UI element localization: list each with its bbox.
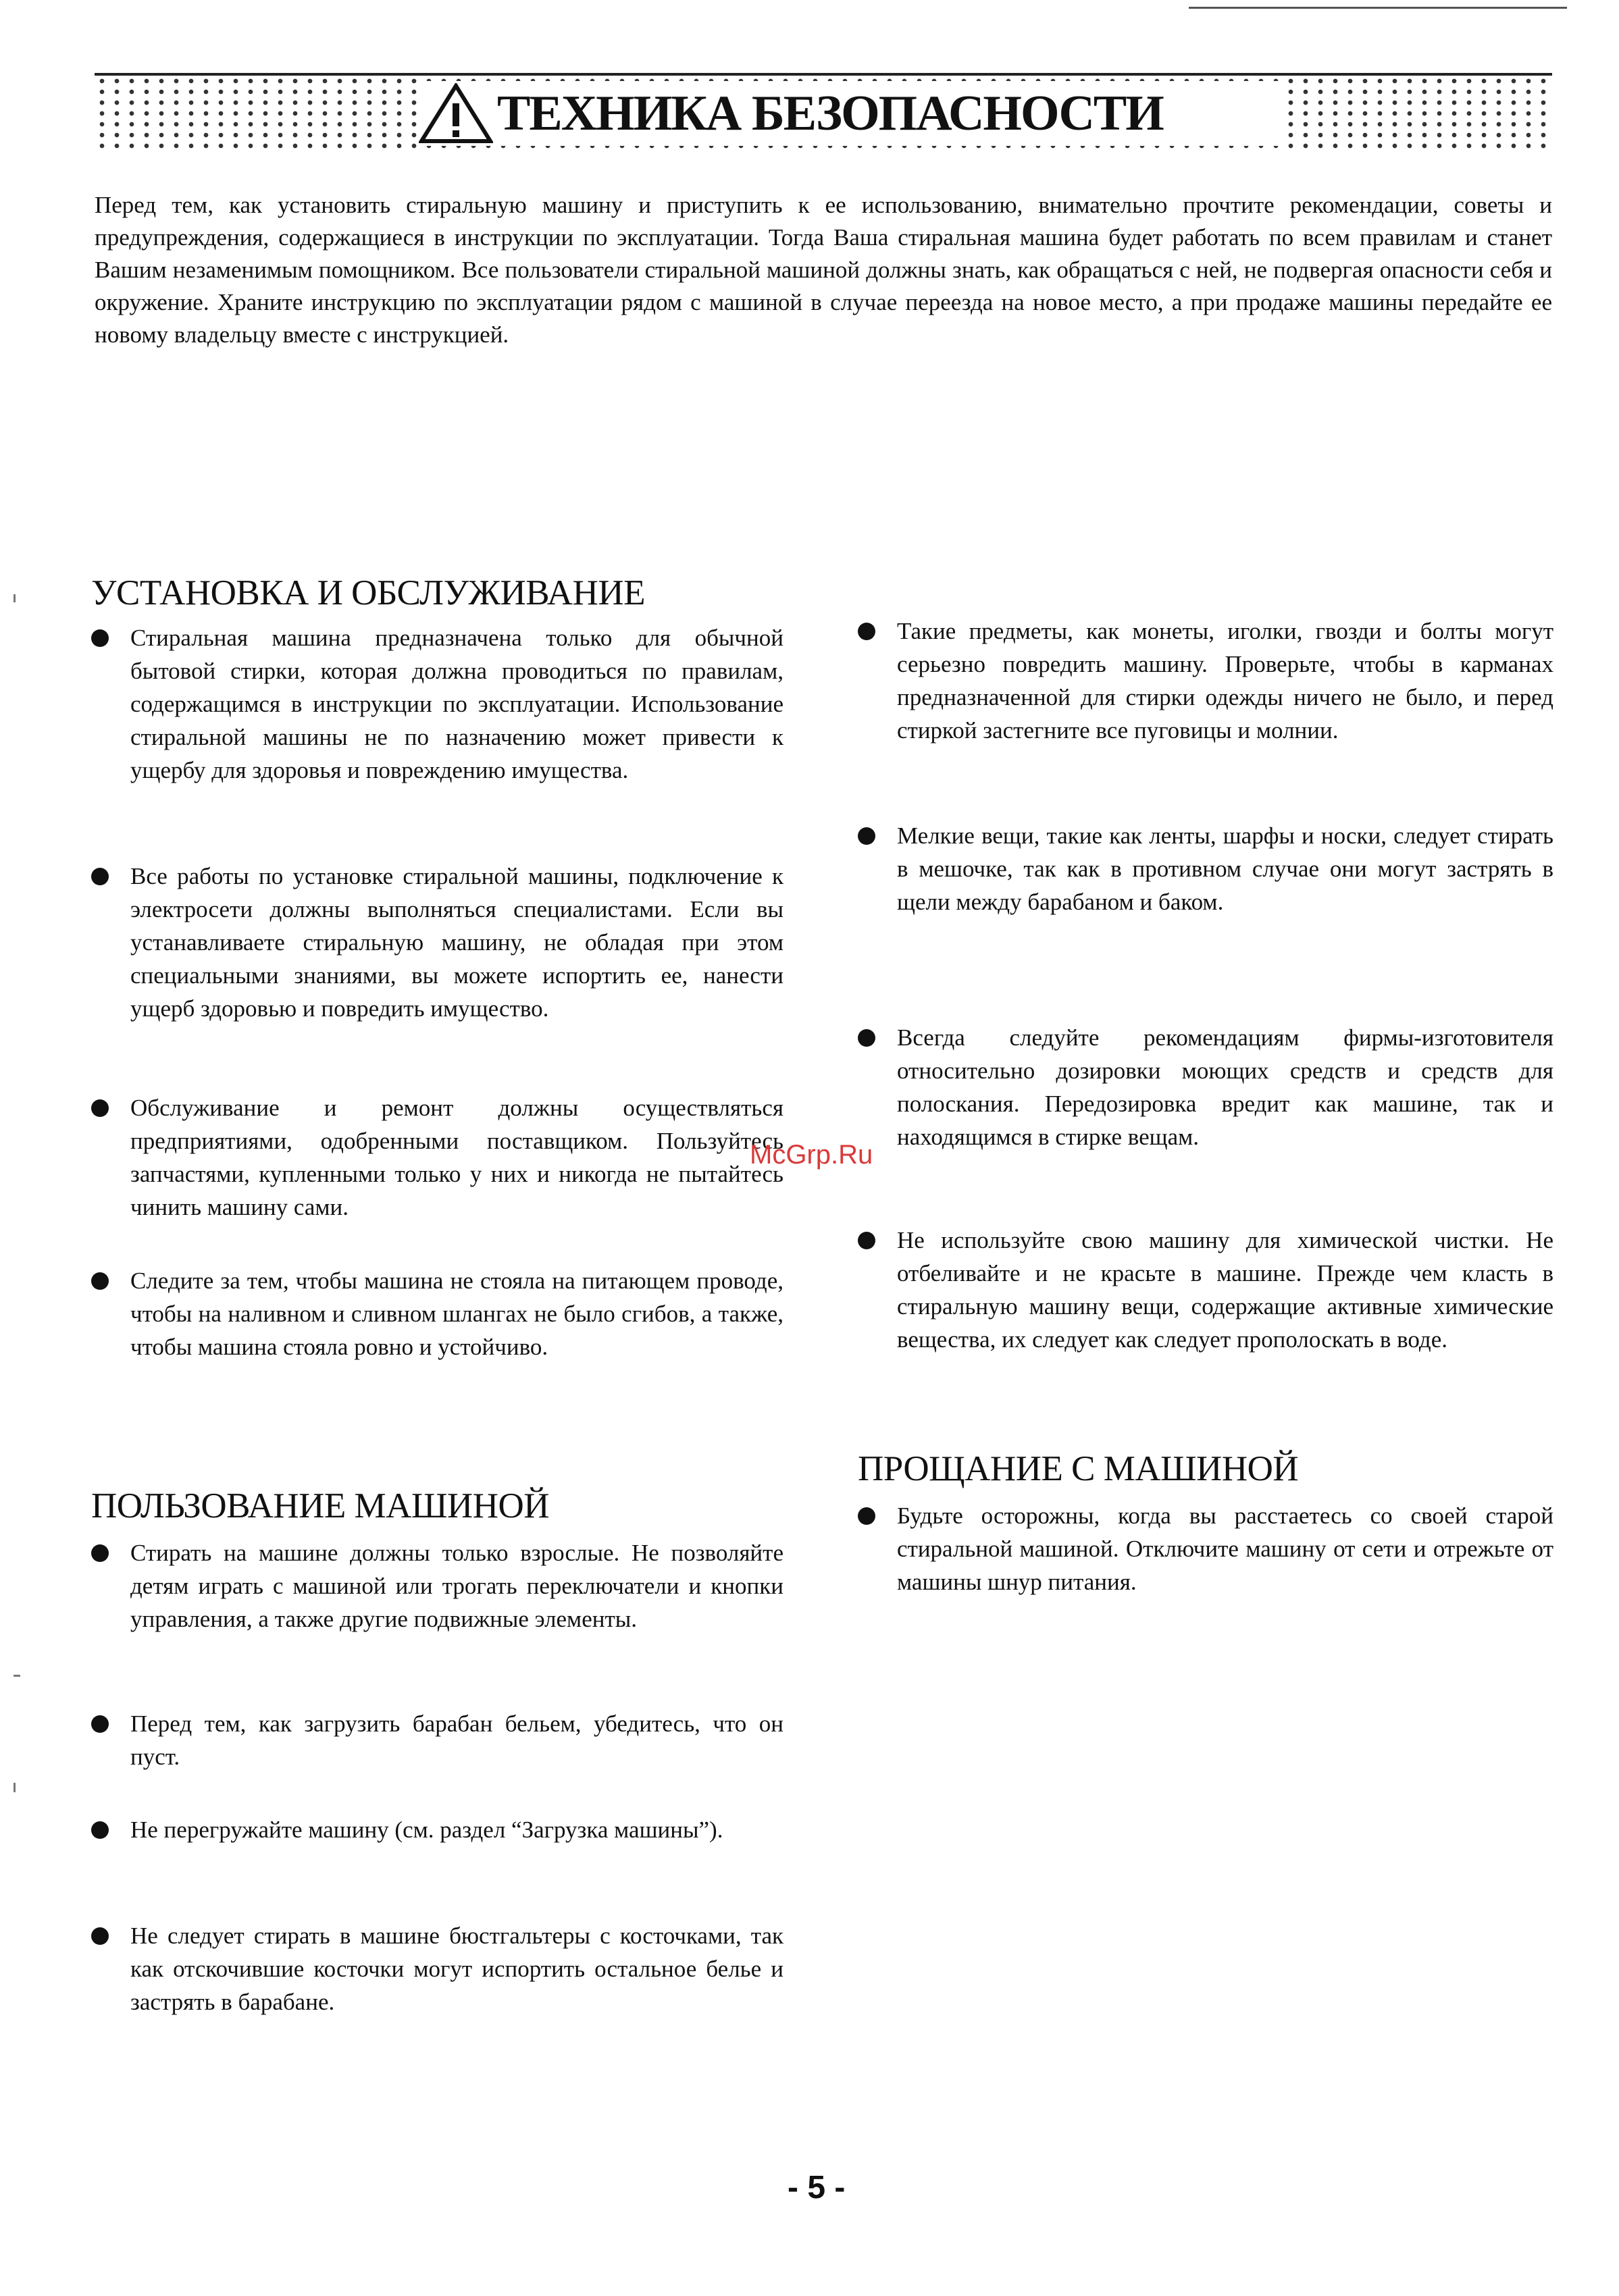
list-item: Перед тем, как загрузить барабан бельем, убедитесь, что он пуст. [91, 1707, 783, 1773]
list-item: Будьте осторожны, когда вы расстаетесь со своей старой стиральной машиной. Отключите машину от сети и отрежьте от машины шнур питания. [858, 1499, 1553, 1598]
list-item: Такие предметы, как монеты, иголки, гвозди и болты могут серьезно повредить машину. Проверьте, чтобы в карманах предназначенной для стирки одежды ничего не было, и перед стиркой застегните все пуговицы и молнии. [858, 615, 1553, 747]
list-item: Всегда следуйте рекомендациям фирмы-изготовителя относительно дозировки моющих средств и средств для полоскания. Передозировка вредит как машине, так и находящимся в стирке вещам. [858, 1021, 1553, 1153]
bullet-icon [91, 1715, 109, 1733]
usage-heading: ПОЛЬЗОВАНИЕ МАШИНОЙ [91, 1486, 550, 1525]
list-item: Мелкие вещи, такие как ленты, шарфы и носки, следует стирать в мешочке, так как в противном случае они могут застрять в щели между барабаном и баком. [858, 819, 1553, 918]
page-title: ТЕХНИКА БЕЗОПАСНОСТИ [497, 85, 1163, 141]
banner-title-box [419, 81, 1283, 146]
list-item: Следите за тем, чтобы машина не стояла на питающем проводе, чтобы на наливном и сливном шлангах не было сгибов, а также, чтобы машина стояла ровно и устойчиво. [91, 1264, 783, 1363]
list-item: Стиральная машина предназначена только для обычной бытовой стирки, которая должна проводиться по правилам, содержащимся в инструкции по эксплуатации. Использование стиральной машины не по назначению может привести к ущербу для здоровья и повреждению имущества. [91, 621, 783, 787]
bullet-icon [91, 1927, 109, 1945]
bullet-icon [858, 1507, 875, 1525]
list-item: Все работы по установке стиральной машины, подключение к электросети должны выполняться специалистами. Если вы устанавливаете стиральную машину, не обладая при этом специальными знаниями, вы можете испортить ее, нанести ущерб здоровью и повредить имущество. [91, 860, 783, 1025]
scan-margin-mark [14, 594, 16, 602]
bullet-icon [91, 629, 109, 647]
warning-triangle-icon [419, 83, 493, 144]
bullet-icon [91, 1272, 109, 1290]
bullet-icon [91, 1544, 109, 1562]
scan-top-line [1189, 7, 1567, 9]
list-item: Не используйте свою машину для химической чистки. Не отбеливайте и не красьте в машине. Прежде чем класть в стиральную машину вещи, содержащие активные химические вещества, их следует как следует прополоскать в воде. [858, 1224, 1553, 1356]
section-banner [95, 73, 1552, 151]
bullet-icon [858, 827, 875, 845]
bullet-icon [858, 1029, 875, 1047]
scan-margin-mark [14, 1783, 16, 1792]
bullet-icon [858, 623, 875, 640]
bullet-icon [858, 1232, 875, 1249]
list-item: Обслуживание и ремонт должны осуществляться предприятиями, одобренными поставщиком. Пользуйтесь запчастями, купленными только у них и никогда не пытайтесь чинить машину сами. [91, 1091, 783, 1224]
bullet-icon [91, 868, 109, 885]
bullet-icon [91, 1099, 109, 1117]
page-number: - 5 - [788, 2170, 846, 2206]
scan-margin-mark [14, 1675, 20, 1677]
list-item: Не перегружайте машину (см. раздел “Загрузка машины”). [91, 1813, 783, 1846]
watermark: McGrp.Ru [750, 1140, 873, 1170]
installation-heading: УСТАНОВКА И ОБСЛУЖИВАНИЕ [91, 573, 646, 612]
bullet-icon [91, 1821, 109, 1839]
list-item: Стирать на машине должны только взрослые. Не позволяйте детям играть с машиной или трогать переключатели и кнопки управления, а также другие подвижные элементы. [91, 1536, 783, 1636]
disposal-heading: ПРОЩАНИЕ С МАШИНОЙ [858, 1449, 1299, 1488]
intro-paragraph: Перед тем, как установить стиральную машину и приступить к ее использованию, внимательно прочтите рекомендации, советы и предупреждения, содержащиеся в инструкции по эксплуатации. Тогда Ваша стиральная машина будет работать по всем правилам и станет Вашим незаменимым помощником. Все пользователи стиральной машиной должны знать, как обращаться с ней, не подвергая опасности себя и окружение. Храните инструкцию по эксплуатации рядом с машиной в случае переезда на новое место, а при продаже машины передайте ее новому владельцу вместе с инструкцией. [95, 192, 1552, 348]
list-item: Не следует стирать в машине бюстгальтеры с косточками, так как отскочившие косточки могут испортить остальное белье и застрять в барабане. [91, 1919, 783, 2018]
